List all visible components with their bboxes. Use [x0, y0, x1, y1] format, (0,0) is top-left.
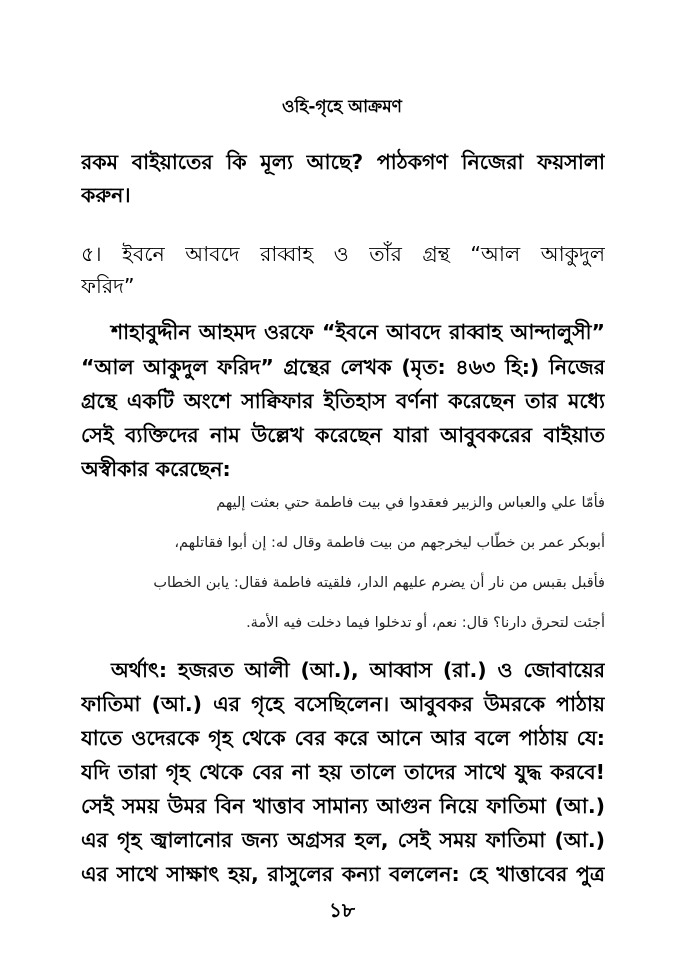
- paragraph-3-line-4: যদি তারা গৃহ থেকে বের না হয় তালে তাদের সাথে যুদ্ধ করবে!: [81, 760, 605, 784]
- paragraph-2-line-2: “আল আকুদুল ফরিদ” গ্রন্থের লেখক (মৃত: ৪৬৩ হি:) নিজের: [81, 355, 605, 379]
- section-heading-line-1: ৫। ইবনে আবদে রাব্বাহ ও তাঁর গ্রন্থ “আল আকুদুল: [81, 242, 605, 266]
- paragraph-2-line-4: সেই ব্যক্তিদের নাম উল্লেখ করেছেন যারা আবুবকরের বাইয়াত: [81, 423, 605, 447]
- paragraph-2-line-3: গ্রন্থে একটি অংশে সাক্বিফার ইতিহাস বর্ণনা করেছেন তার মধ্যে: [81, 389, 605, 413]
- section-heading-line-2: ফরিদ”: [81, 274, 135, 298]
- paragraph-3-line-5: সেই সময় উমর বিন খাত্তাব সামান্য আগুন নিয়ে ফাতিমা (আ.): [81, 794, 605, 818]
- arabic-quote-line-1: فأمّا علي والعباس والزبير فعقدوا في بيت فاطمة حتي بعثت إليهم: [216, 495, 605, 511]
- paragraph-3-line-1: অর্থাৎ: হজরত আলী (আ.), আব্বাস (রা.) ও জোবায়ের: [111, 658, 605, 682]
- arabic-quote-line-2: أبوبكر عمر بن خطّاب ليخرجهم من بيت فاطمة وقال له: إن أبوا فقاتلهم،: [174, 535, 605, 551]
- page-number: ১৮: [329, 898, 355, 922]
- running-header: ওহি-গৃহে আক্রমণ: [282, 97, 402, 117]
- paragraph-3-line-3: যাতে ওদেরকে গৃহ থেকে বের করে আনে আর বলে পাঠায় যে:: [81, 726, 605, 750]
- paragraph-1-line-1: রকম বাইয়াতের কি মূল্য আছে? পাঠকগণ নিজেরা ফয়সালা: [81, 150, 605, 174]
- arabic-quote-line-4: أجئت لتحرق دارنا؟ قال: نعم، أو تدخلوا فيما دخلت فيه الأمة.: [246, 615, 605, 631]
- arabic-quote-line-3: فأقبل بقبس من نار أن يضرم عليهم الدار، فلقيته فاطمة فقال: يابن الخطاب: [153, 575, 605, 591]
- paragraph-2-line-5: অস্বীকার করেছেন:: [81, 457, 231, 481]
- paragraph-2-line-1: শাহাবুদ্দীন আহমদ ওরফে “ইবনে আবদে রাব্বাহ আন্দালুসী”: [111, 320, 605, 344]
- paragraph-3-line-2: ফাতিমা (আ.) এর গৃহে বসেছিলেন। আবুবকর উমরকে পাঠায়: [81, 692, 605, 716]
- paragraph-3-line-7: এর সাথে সাক্ষাৎ হয়, রাসুলের কন্যা বললেন: হে খাত্তাবের পুত্র: [81, 862, 605, 886]
- paragraph-3-line-6: এর গৃহ জ্বালানোর জন্য অগ্রসর হল, সেই সময় ফাতিমা (আ.): [81, 828, 605, 852]
- paragraph-1-line-2: করুন।: [81, 183, 131, 207]
